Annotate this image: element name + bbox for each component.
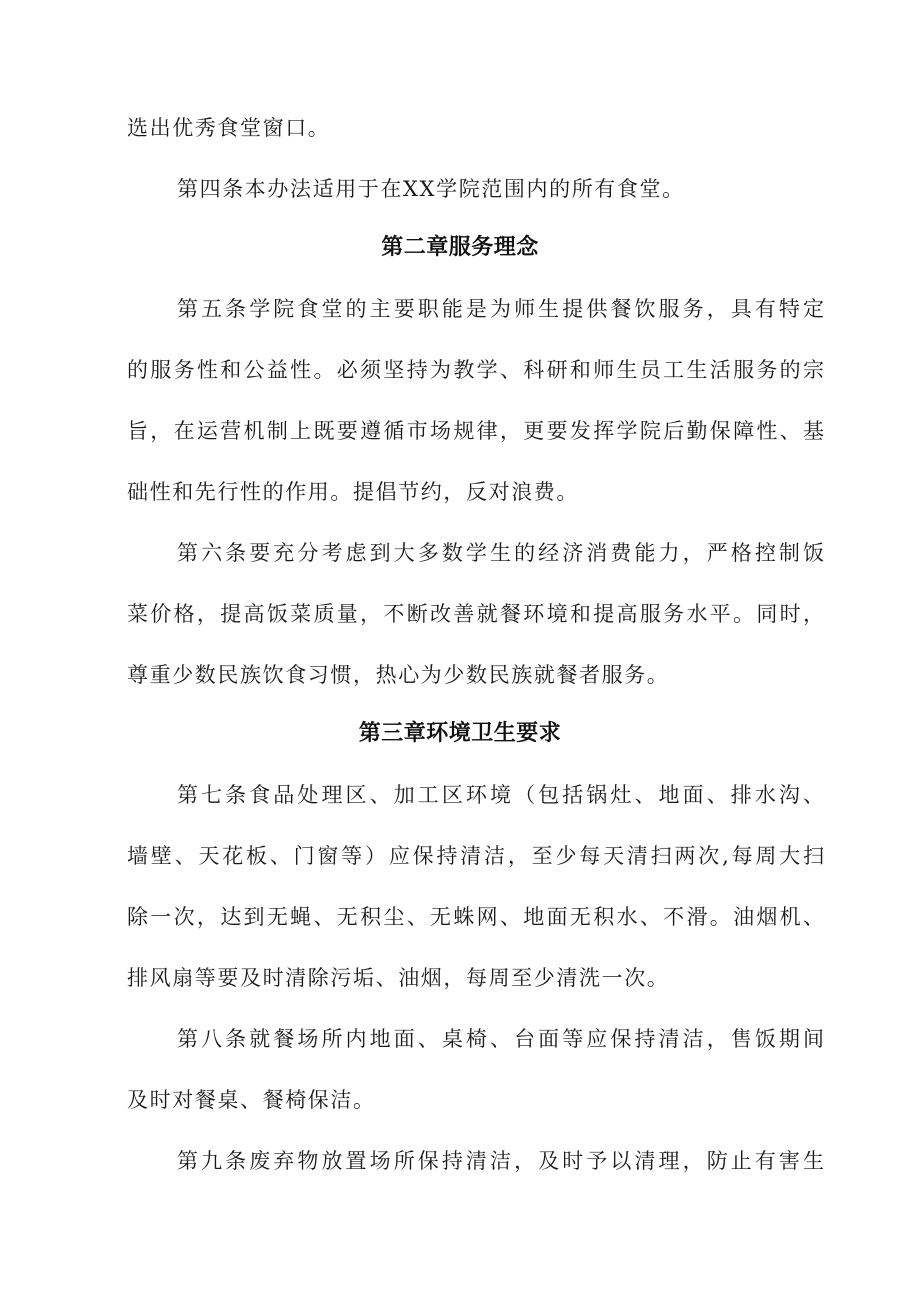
article-6-line-2: 菜价格，提高饭菜质量，不断改善就餐环境和提高服务水平。同时，: [127, 602, 824, 626]
article-5-line-4: 础性和先行性的作用。提倡节约，反对浪费。: [127, 480, 579, 504]
paragraph-line: 选出优秀食堂窗口。: [127, 116, 331, 140]
article-5-line-2: 的服务性和公益性。必须坚持为教学、科研和师生员工生活服务的宗: [127, 358, 824, 382]
article-8-line-1: 第八条就餐场所内地面、桌椅、台面等应保持清洁，售饭期间: [177, 1027, 824, 1051]
article-4: 第四条本办法适用于在XX学院范围内的所有食堂。: [177, 177, 685, 201]
article-7-line-4: 排风扇等要及时清除污垢、油烟，每周至少清洗一次。: [127, 966, 670, 990]
article-7-line-1: 第七条食品处理区、加工区环境（包括锅灶、地面、排水沟、: [177, 783, 824, 807]
article-7-line-3: 除一次，达到无蝇、无积尘、无蛛网、地面无积水、不滑。油烟机、: [127, 905, 824, 929]
article-5-line-3: 旨，在运营机制上既要遵循市场规律，更要发挥学院后勤保障性、基: [127, 419, 824, 443]
chapter-3-heading: 第三章环境卫生要求: [358, 721, 562, 746]
chapter-2-heading: 第二章服务理念: [381, 235, 539, 260]
article-6-line-1: 第六条要充分考虑到大多数学生的经济消费能力，严格控制饭: [177, 541, 824, 565]
article-7-line-2: 墙壁、天花板、门窗等）应保持清洁，至少每天清扫两次,每周大扫: [127, 844, 824, 868]
article-9-line-1: 第九条废弃物放置场所保持清洁，及时予以清理，防止有害生: [177, 1149, 824, 1173]
article-8-line-2: 及时对餐桌、餐椅保洁。: [127, 1088, 376, 1112]
article-5-line-1: 第五条学院食堂的主要职能是为师生提供餐饮服务，具有特定: [177, 297, 824, 321]
article-6-line-3: 尊重少数民族饮食习惯，热心为少数民族就餐者服务。: [127, 663, 670, 687]
